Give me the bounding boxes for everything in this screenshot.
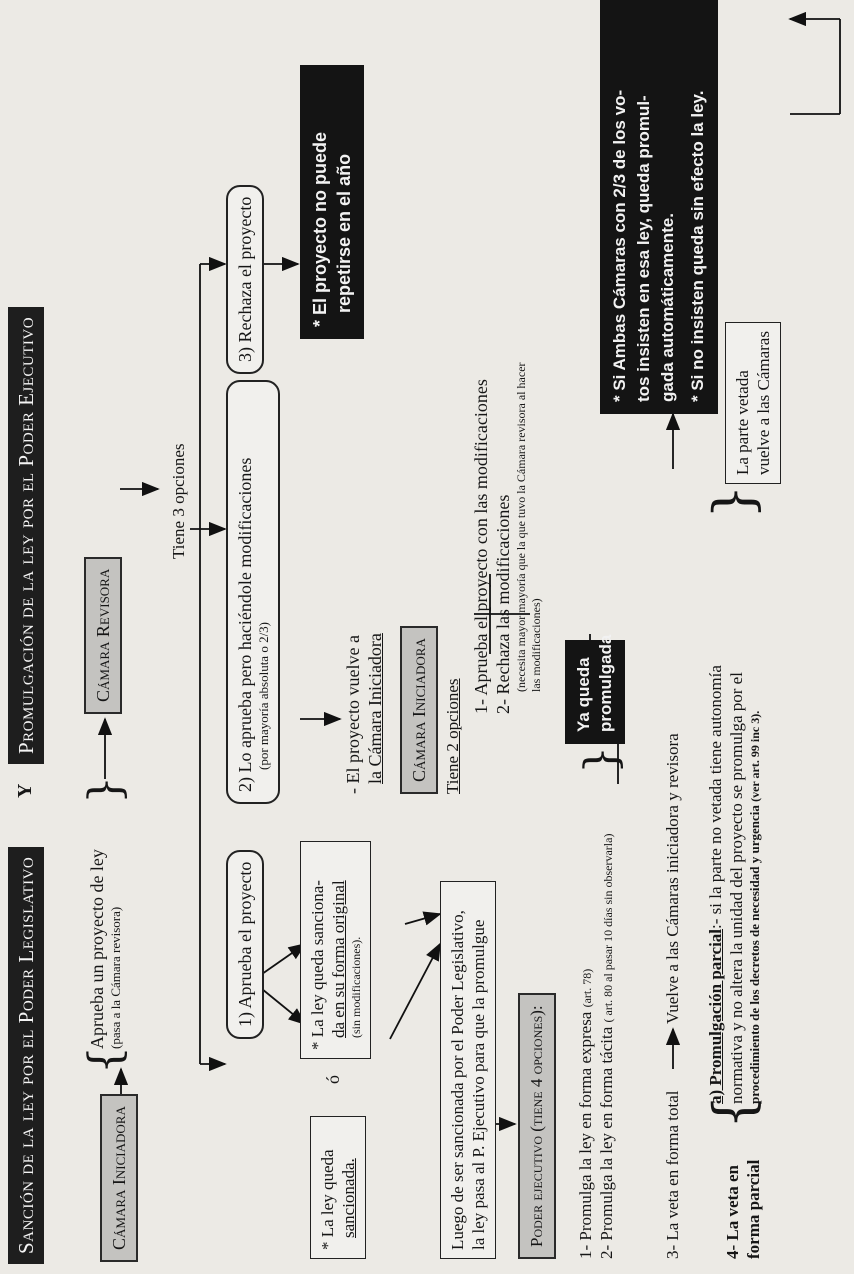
pe-option-1-note: (art. 78)	[580, 968, 594, 1008]
iniciadora-options	[470, 362, 544, 714]
header-y: Y	[14, 783, 36, 798]
pe-option-2-text: 2- Promulga la ley en forma tácita	[597, 1026, 616, 1259]
no-repetir-box	[300, 65, 364, 339]
no-repetir-line2: repetirse en el año	[334, 153, 354, 313]
sancionada-line2: sancionada.	[339, 1158, 358, 1238]
luego-line1: Luego de ser sancionada por el Poder Legislativo,	[448, 910, 467, 1250]
vuelve-iniciadora	[342, 633, 386, 794]
aprueba-line2: (pasa a la Cámara revisora)	[108, 906, 123, 1049]
luego-box	[440, 881, 496, 1259]
o-text: ó	[323, 1075, 343, 1084]
sancionada-box	[310, 1116, 366, 1259]
sancionada-original-box	[300, 841, 371, 1059]
ambas-line1: * Si Ambas Cámaras con 2/3 de los vo-	[610, 89, 629, 402]
arrow-sancionada-luego	[405, 914, 440, 924]
opcion2-line1: 2) Lo aprueba pero haciéndole modificaciones	[235, 457, 255, 792]
promulgacion-parcial-line3-text: procedimiento de los decretos de necesidad y urgencia	[747, 805, 762, 1104]
camara-iniciadora-2-box: Cámara Iniciadora	[400, 626, 438, 794]
ambas-line4: * Si no insisten queda sin efecto la ley.	[688, 90, 707, 402]
promulgacion-parcial-line2: normativa y no altera la unidad del proyecto se promulga por el	[727, 672, 746, 1104]
op-aprueba-modificaciones: 1- Aprueba el proyecto con las modificaciones	[471, 379, 491, 714]
pe-option-4	[722, 1160, 764, 1259]
aprueba-text	[86, 849, 124, 1049]
promulgacion-parcial-line3-note: (ver art. 99 inc 3).	[748, 710, 762, 802]
brace-parcial-right: }	[702, 484, 765, 519]
promulgacion-parcial-label: a) Promulgación parcial	[706, 928, 725, 1104]
op-rechaza-note-1: (necesita mayor mayoría que la que tuvo la Cámara revisora al hacer	[514, 362, 528, 692]
header-sancion: Sanción de la ley por el Poder Legislativo	[8, 847, 44, 1264]
sancionada-line1: * La ley queda	[318, 1149, 337, 1250]
ya-queda-line2: promulgada	[596, 634, 615, 732]
sancionada-original-line3: (sin modificaciones).	[349, 936, 363, 1038]
pe-option-2	[596, 834, 617, 1259]
pe-option-3: 3- La veta en forma total	[663, 1090, 682, 1259]
promulgacion-parcial-line3	[747, 665, 763, 1104]
brace-aprueba: {	[80, 1046, 131, 1074]
aprueba-line1: Aprueba un proyecto de ley	[87, 849, 107, 1049]
promulgacion-parcial	[705, 665, 763, 1104]
ambas-line3: gada automáticamente.	[658, 213, 677, 402]
ya-queda-box	[565, 634, 625, 744]
ya-queda-line1: Ya queda	[574, 657, 593, 732]
brace-parcial: {	[702, 1094, 765, 1129]
arrow-opcion1-original	[262, 989, 305, 1024]
opcion2-box	[226, 380, 280, 804]
luego-line2: la ley pasa al P. Ejecutivo para que la promulgue	[469, 919, 488, 1250]
vuelve-line1: - El proyecto vuelve a	[343, 635, 363, 794]
arrow-original-luego	[390, 944, 440, 1039]
pe-option-3-result: Vuelve a las Cámaras iniciadora y revisora	[663, 733, 682, 1024]
tiene-3-opciones: Tiene 3 opciones	[169, 443, 188, 559]
pe-options	[575, 834, 617, 1259]
op-rechaza-note-2: las modificaciones)	[529, 598, 543, 692]
opcion2-line2: (por mayoría absoluta o 2/3)	[256, 621, 271, 770]
opcion1-box: 1) Aprueba el proyecto	[226, 850, 264, 1039]
vuelve-line2: la Cámara Iniciadora	[365, 633, 385, 784]
no-repetir-line1: * El proyecto no puede	[310, 131, 330, 327]
pe-option-4-line2: forma parcial	[744, 1159, 763, 1259]
parte-vetada-box	[725, 322, 781, 484]
parte-vetada-line1: La parte vetada	[733, 370, 752, 475]
camara-iniciadora-box: Cámara Iniciadora	[100, 1094, 138, 1262]
sancionada-original-line2: da en su forma original	[329, 880, 348, 1038]
sancionada-original-line1: * La ley queda sanciona-	[308, 880, 327, 1050]
brace-ya-queda: }	[576, 746, 627, 774]
tiene-2-opciones: Tiene 2 opciones	[443, 678, 462, 794]
ambas-line2: tos insisten en esa ley, queda promul-	[634, 95, 653, 402]
camara-revisora-box: Cámara Revisora	[84, 557, 122, 714]
pe-option-4-line1: 4- La veta en	[723, 1165, 742, 1259]
header-promulgacion: Promulgación de la ley por el Poder Ejecutivo	[8, 307, 44, 764]
promulgacion-parcial-line1: :- si la parte no vetada tiene autonomía	[706, 665, 725, 929]
op-rechaza-modificaciones: 2- Rechaza las modificaciones	[493, 494, 513, 714]
opcion3-box: 3) Rechaza el proyecto	[226, 185, 264, 374]
arrow-opcion1-sancionada	[262, 944, 305, 974]
pe-option-1	[575, 834, 596, 1259]
pe-option-1-text: 1- Promulga la ley en forma expresa	[576, 1011, 595, 1259]
parte-vetada-line2: vuelve a las Cámaras	[754, 331, 773, 475]
poder-ejecutivo-box: Poder ejecutivo (tiene 4 opciones):	[518, 993, 556, 1259]
pe-option-2-note: ( art. 80 al pasar 10 días sin observarla)	[601, 833, 615, 1023]
brace-aprueba-right: }	[80, 776, 131, 804]
ambas-camaras-box	[600, 0, 718, 414]
